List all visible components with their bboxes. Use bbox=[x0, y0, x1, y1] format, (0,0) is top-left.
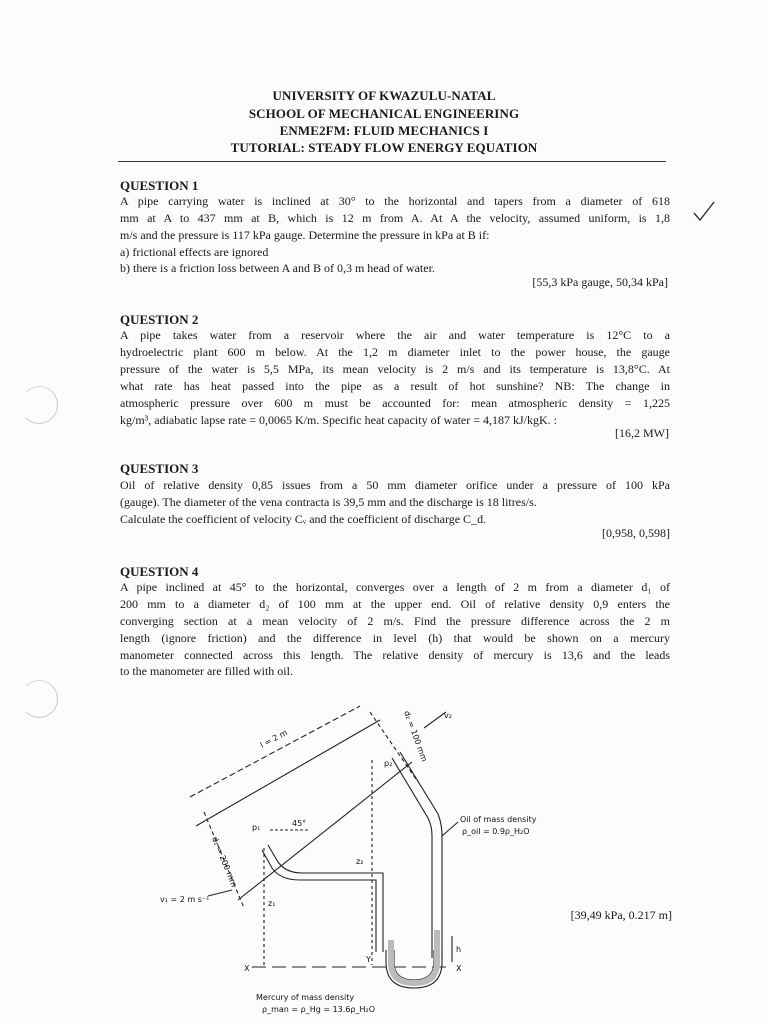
manometer-lead-right bbox=[392, 758, 432, 958]
x-right-label: X bbox=[456, 964, 462, 973]
p1-label: p₁ bbox=[252, 823, 261, 832]
question-1-text-line: b) there is a friction loss between A and B of 0,3 m head of water. bbox=[120, 261, 435, 275]
question-3-answer: [0,958, 0,598] bbox=[602, 526, 670, 540]
oil-label-line-2: ρ_oil = 0.9ρ_H₂O bbox=[462, 827, 530, 836]
question-1-text-line: mm at A to 437 mm at B, which is 12 m from A. At A the velocity, assumed uniform, is 1,8 bbox=[120, 211, 670, 225]
z1-label: z₁ bbox=[268, 899, 276, 908]
z2-label: z₂ bbox=[356, 857, 364, 866]
tutorial-title: TUTORIAL: STEADY FLOW ENERGY EQUATION bbox=[230, 140, 538, 155]
question-3-text-line: (gauge). The diameter of the vena contracta is 39,5 mm and the discharge is 18 litres/s. bbox=[120, 495, 537, 509]
question-2-text-line: kg/m³, adiabatic lapse rate = 0,0065 K/m. Specific heat capacity of water = 4,187 kJ/kgK. : bbox=[120, 413, 558, 427]
mercury-label-line-1: Mercury of mass density bbox=[256, 993, 355, 1002]
h-label: h bbox=[456, 945, 462, 954]
question-2-text-line: pressure of the water is 5,5 MPa, its mean velocity is 2 m/s and its temperature is 13,8°C. At bbox=[120, 362, 670, 376]
question-2-text-line: atmospheric pressure over 600 m must be accounted for: mean atmospheric density = 1,225 bbox=[120, 396, 670, 410]
question-3-text-line: Calculate the coefficient of velocity Cᵥ and the coefficient of discharge C_d. bbox=[120, 512, 487, 526]
question-4-answer: [39,49 kPa, 0.217 m] bbox=[570, 908, 672, 922]
u-tube-bottom-inner bbox=[394, 950, 434, 980]
v2-label: v₂ bbox=[444, 711, 452, 720]
oil-label-line-1: Oil of mass density bbox=[460, 815, 537, 824]
angle-label: 45° bbox=[292, 819, 307, 828]
v1-label: v₁ = 2 m s⁻¹ bbox=[160, 895, 210, 904]
question-2-answer: [16,2 MW] bbox=[615, 426, 669, 440]
question-4-text-line: 200 mm to a diameter d₂ of 100 mm at the upper end. Oil of relative density 0,9 enters the bbox=[120, 597, 670, 611]
question-2-heading: QUESTION 2 bbox=[120, 312, 199, 327]
question-3-heading: QUESTION 3 bbox=[120, 461, 199, 476]
d1-label: d₁ = 200 mm bbox=[210, 835, 239, 889]
question-4-text-line: A pipe inclined at 45° to the horizontal, converges over a length of 2 m from a diameter d₁ of bbox=[120, 580, 670, 594]
d2-label: d₂ = 100 mm bbox=[402, 709, 429, 763]
course-title: ENME2FM: FLUID MECHANICS I bbox=[279, 123, 489, 138]
question-4-heading: QUESTION 4 bbox=[120, 564, 199, 579]
p2-label: p₂ bbox=[384, 759, 393, 768]
question-4-text-line: length (ignore friction) and the difference in level (h) that would be shown on a mercury bbox=[120, 631, 670, 645]
manometer-lead-left-inner bbox=[268, 845, 383, 952]
oil-leader-line bbox=[442, 822, 458, 836]
question-4-text-line: to the manometer are filled with oil. bbox=[120, 664, 293, 678]
v1-arrow bbox=[208, 890, 232, 896]
question-1-text-line: m/s and the pressure is 117 kPa gauge. Determine the pressure in kPa at B if: bbox=[120, 228, 490, 242]
question-4-text-line: manometer connected across this length. The relative density of mercury is 13,6 and the leads bbox=[120, 648, 670, 662]
length-dimension-line bbox=[190, 706, 360, 797]
y-label: Y bbox=[366, 955, 371, 964]
v2-arrow bbox=[424, 712, 446, 728]
question-2-text-line: what rate has heat passed into the pipe as a result of hot sunshine? NB: The change in bbox=[120, 379, 670, 393]
school-title: SCHOOL OF MECHANICAL ENGINEERING bbox=[248, 106, 520, 121]
question-2-text-line: A pipe takes water from a reservoir where the air and water temperature is 12°C to a bbox=[120, 328, 670, 342]
question-4-text-line: converging section at a mean velocity of 2 m/s. Find the pressure difference across the 2 m bbox=[120, 614, 670, 628]
question-2-text-line: hydroelectric plant 600 m below. At the 1,2 m diameter inlet to the power house, the gauge bbox=[120, 345, 670, 359]
question-1-text-line: A pipe carrying water is inclined at 30° to the horizontal and tapers from a diameter of 618 bbox=[120, 194, 670, 208]
question-1-answer: [55,3 kPa gauge, 50,34 kPa] bbox=[532, 275, 668, 289]
question-1-text-line: a) frictional effects are ignored bbox=[120, 245, 269, 259]
question-1-heading: QUESTION 1 bbox=[120, 178, 199, 193]
x-left-label: X bbox=[244, 964, 250, 973]
length-label: l = 2 m bbox=[258, 727, 289, 750]
university-title: UNIVERSITY OF KWAZULU-NATAL bbox=[272, 88, 496, 103]
mercury-label-line-2: ρ_man = ρ_Hg = 13.6ρ_H₂O bbox=[262, 1005, 376, 1014]
question-3-text-line: Oil of relative density 0,85 issues from a 50 mm diameter orifice under a pressure of 100 kPa bbox=[120, 478, 670, 492]
